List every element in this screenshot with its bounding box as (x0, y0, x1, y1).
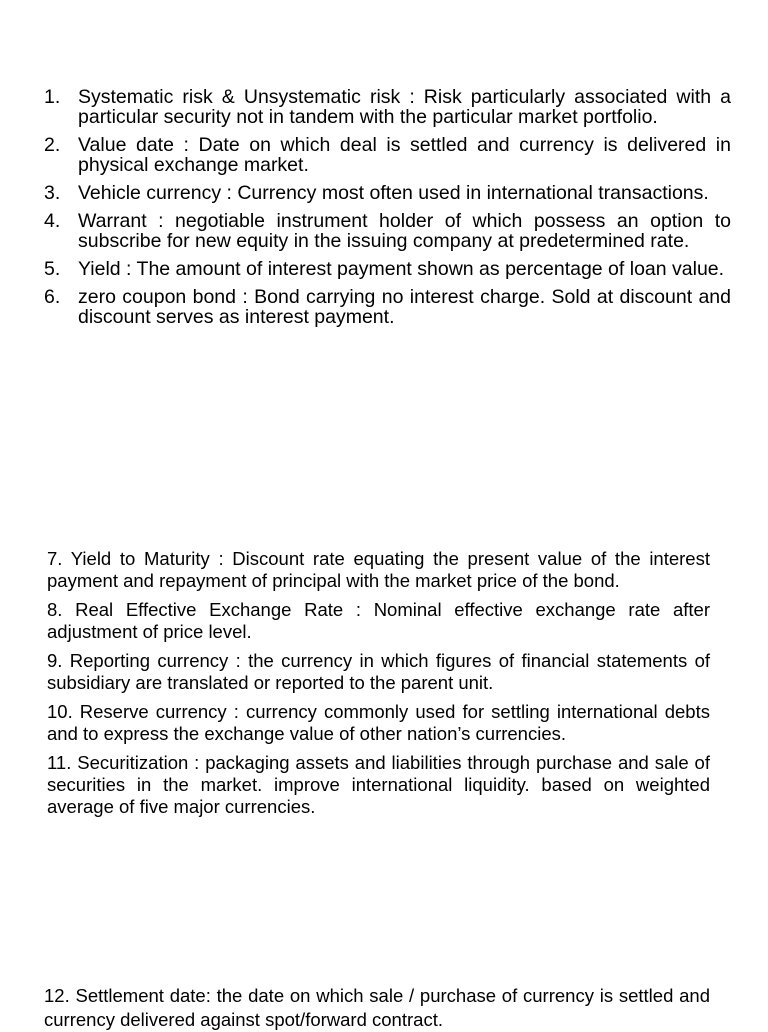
list-item (44, 257, 731, 285)
glossary-paragraph: 10. Reserve currency : currency commonly used for settling international debts and to express the exchange value of other nation’s currencies. (47, 701, 710, 744)
item-text: Yield : The amount of interest payment shown as percentage of loan value. (78, 258, 725, 280)
glossary-slide-1 (0, 85, 768, 333)
item-text: zero coupon bond : Bond carrying no interest charge. Sold at discount and discount serves as interest payment. (78, 286, 731, 328)
item-text: Warrant : negotiable instrument holder of which possess an option to subscribe for new equity in the issuing company at predetermined rate. (78, 210, 731, 252)
glossary-slide-2 (0, 546, 768, 823)
glossary-paragraph: 9. Reporting currency : the currency in which figures of financial statements of subsidiary are translated or reported to the parent unit. (47, 650, 710, 693)
glossary-paragraph: 12. Settlement date: the date on which sale / purchase of currency is settled and currency delivered against spot/forward contract. (44, 985, 710, 1030)
item-number: 3. (44, 182, 61, 204)
item-number: 4. (44, 210, 61, 232)
list-item (44, 285, 731, 333)
item-text: Vehicle currency : Currency most often used in international transactions. (78, 182, 709, 204)
glossary-paragraph: 8. Real Effective Exchange Rate : Nominal effective exchange rate after adjustment of price level. (47, 599, 710, 642)
list-item (44, 85, 731, 133)
glossary-list (0, 85, 768, 333)
list-item (44, 133, 731, 181)
glossary-paragraph: 11. Securitization : packaging assets and liabilities through purchase and sale of securities in the market. improve international liquidity. based on weighted average of five major currencies. (47, 752, 710, 817)
item-text: Value date : Date on which deal is settled and currency is delivered in physical exchange market. (78, 134, 731, 176)
glossary-paragraph: 7. Yield to Maturity : Discount rate equating the present value of the interest payment and repayment of principal with the market price of the bond. (47, 548, 710, 591)
list-item (44, 209, 731, 257)
glossary-slide-3 (0, 982, 768, 1032)
item-number: 5. (44, 258, 61, 280)
list-item (44, 181, 731, 209)
item-number: 1. (44, 86, 61, 108)
item-number: 2. (44, 134, 61, 156)
item-number: 6. (44, 286, 61, 308)
item-text: Systematic risk & Unsystematic risk : Risk particularly associated with a particular security not in tandem with the particular market portfolio. (78, 86, 731, 128)
